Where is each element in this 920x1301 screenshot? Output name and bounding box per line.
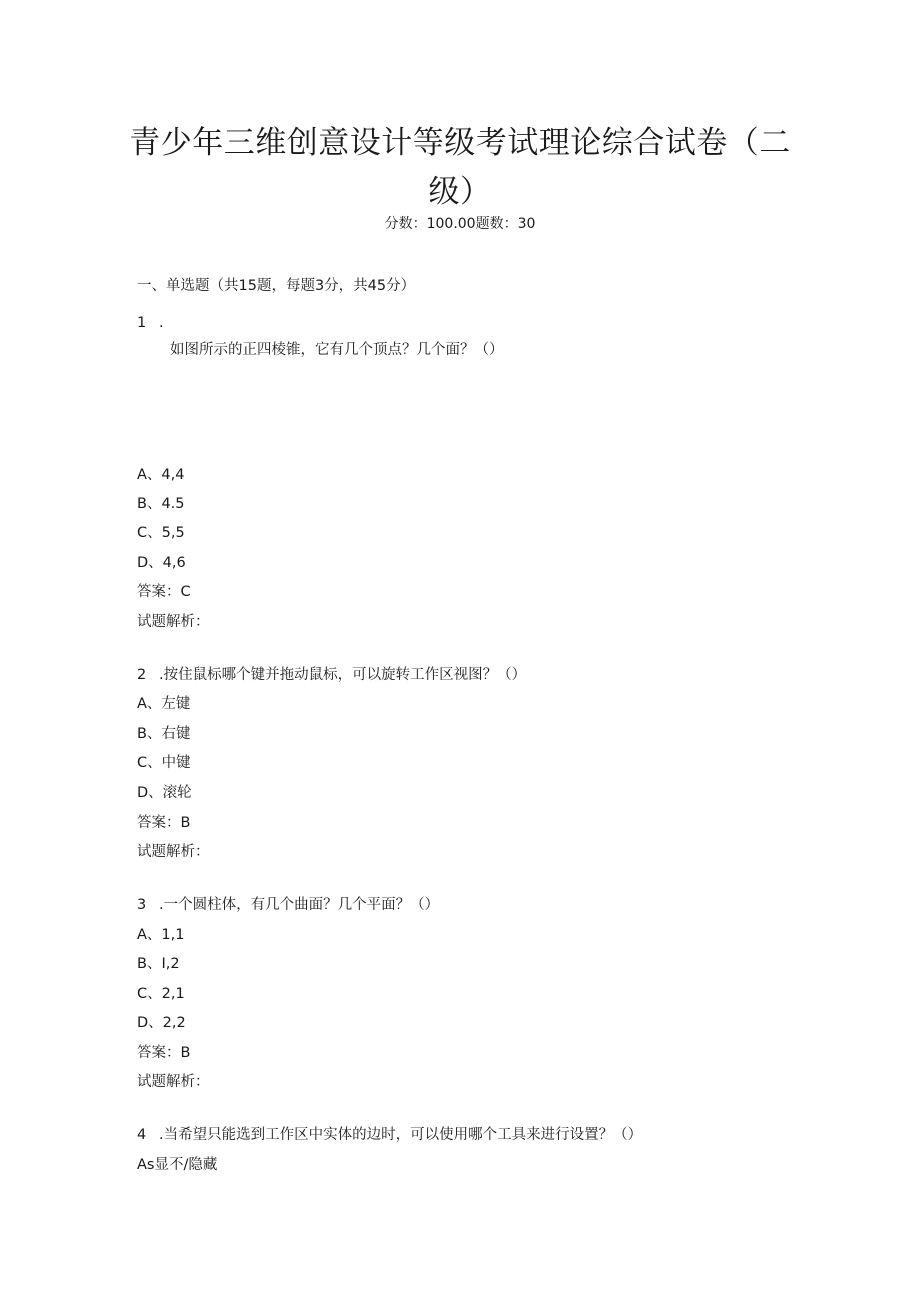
question-number	[137, 313, 164, 333]
question-index: 4	[137, 1127, 147, 1143]
answer: 答案：C	[137, 584, 191, 600]
option-c: C、中键	[137, 755, 191, 771]
answer: 答案：B	[137, 1045, 191, 1061]
option-d: D、2,2	[137, 1015, 186, 1031]
question-index: 3	[137, 897, 147, 913]
option-a: As显不/隐藏	[137, 1157, 218, 1173]
question-line	[137, 1125, 642, 1145]
option-d: D、滚轮	[137, 785, 192, 801]
option-a: A、1,1	[137, 927, 185, 943]
analysis: 试题解析：	[137, 1074, 210, 1090]
question-text: .当希望只能选到工作区中实体的边时，可以使用哪个工具来进行设置？（）	[159, 1127, 643, 1143]
option-a: A、4,4	[137, 467, 185, 483]
question-text: .按住鼠标哪个键并拖动鼠标，可以旋转工作区视图？（）	[159, 667, 527, 683]
option-b: B、I,2	[137, 956, 180, 972]
analysis: 试题解析：	[137, 614, 210, 630]
option-b: B、右键	[137, 726, 191, 742]
option-d: D、4,6	[137, 555, 186, 571]
question-line	[137, 895, 439, 915]
question-prefix: .	[159, 315, 164, 331]
answer: 答案：B	[137, 815, 191, 831]
analysis: 试题解析：	[137, 844, 210, 860]
option-a: A、左键	[137, 696, 191, 712]
question-index: 2	[137, 667, 147, 683]
option-c: C、5,5	[137, 525, 185, 541]
option-c: C、2,1	[137, 986, 185, 1002]
question-text: .一个圆柱体，有几个曲面？几个平面？（）	[159, 897, 440, 913]
section-heading: 一、单选题（共15题，每题3分，共45分）	[137, 278, 416, 294]
document-title: 青少年三维创意设计等级考试理论综合试卷（二	[129, 125, 791, 161]
question-index: 1	[137, 315, 147, 331]
option-b: B、4.5	[137, 496, 185, 512]
document-title-continued: 级）	[428, 174, 492, 210]
question-line	[137, 665, 526, 685]
question-text: 如图所示的正四棱锥，它有几个顶点？几个面？（）	[170, 342, 504, 358]
score-summary: 分数：100.00题数：30	[384, 216, 536, 232]
